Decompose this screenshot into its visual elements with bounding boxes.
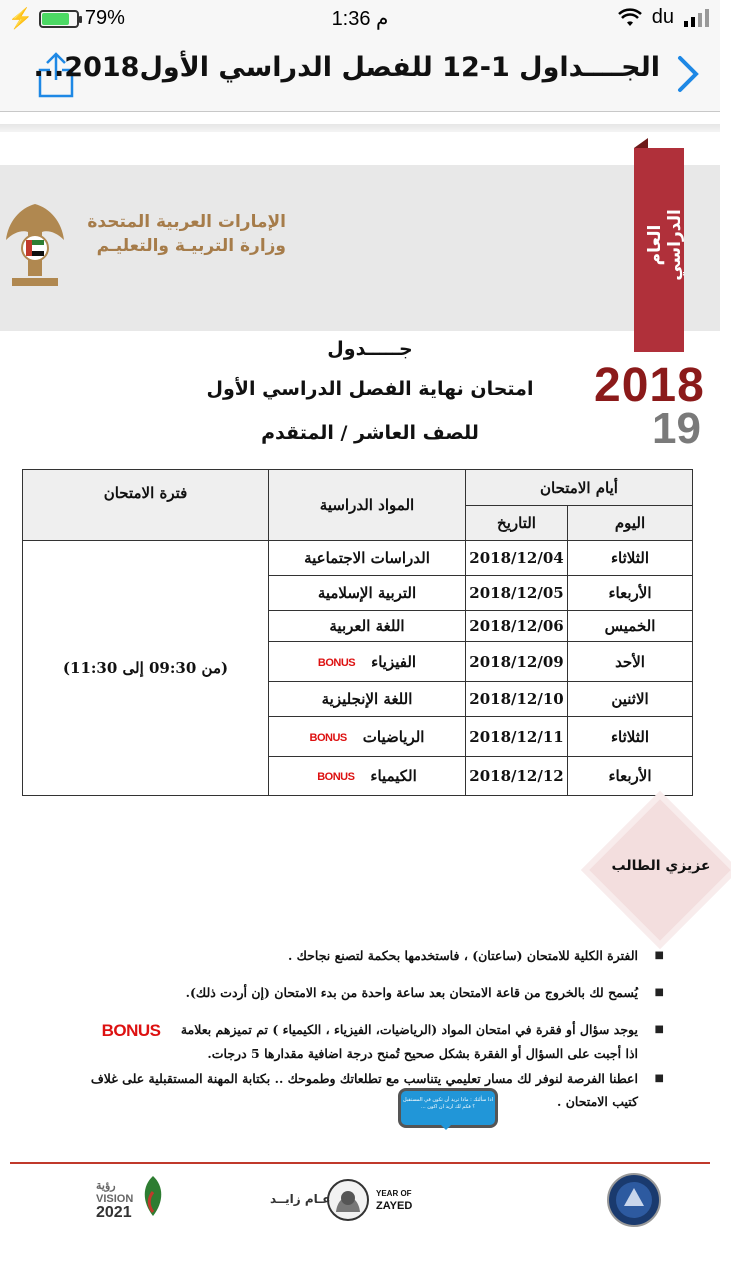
vision-leaf-icon	[138, 1172, 168, 1228]
navigation-bar	[0, 36, 720, 112]
row-subject-cell	[269, 642, 466, 682]
row-subject-cell	[269, 757, 466, 796]
list-item	[66, 944, 664, 967]
school-seal-icon	[606, 1172, 662, 1228]
row-subject: الكيمياء	[370, 767, 417, 785]
row-date: 2018/12/12	[466, 757, 568, 796]
bonus-badge: BONUS	[309, 731, 347, 744]
row-subject: اللغة الإنجليزية	[269, 682, 466, 717]
row-day: الأربعاء	[568, 757, 693, 796]
year-sub: 19	[652, 404, 701, 453]
row-day: الثلاثاء	[568, 717, 693, 757]
bonus-badge: BONUS	[101, 1021, 161, 1040]
note-text: اعطنا الفرصة لنوفر لك مسار تعليمي يتناسب مع تطلعاتك وطموحك .. بكتابة المهنة المستقبلية على غلاف كتيب الامتحان .	[90, 1071, 638, 1109]
charging-icon: ⚡	[8, 8, 33, 30]
row-day: الأحد	[568, 642, 693, 682]
status-bar	[0, 0, 720, 36]
speech-bubble	[398, 1088, 498, 1128]
footer-divider	[10, 1162, 710, 1164]
row-date: 2018/12/09	[466, 642, 568, 682]
page-shadow	[0, 124, 720, 132]
note-text: يُسمح لك بالخروج من قاعة الامتحان بعد ساعة واحدة من بدء الامتحان (إن أردت ذلك).	[185, 985, 638, 1000]
wifi-icon	[618, 9, 642, 27]
row-date: 2018/12/04	[466, 541, 568, 576]
row-day: الخميس	[568, 611, 693, 642]
exam-schedule-table	[22, 469, 693, 796]
subject-header: المواد الدراسية	[269, 470, 466, 541]
uae-emblem-icon	[0, 196, 70, 290]
clock: 1:36 م	[331, 8, 389, 30]
row-subject: التربية الإسلامية	[269, 576, 466, 611]
zayed-portrait-icon	[326, 1172, 370, 1228]
date-header: التاريخ	[466, 506, 568, 541]
bonus-badge: BONUS	[317, 656, 356, 669]
year-of-zayed-logo	[376, 1188, 412, 1212]
title-line-2: امتحان نهاية الفصل الدراسي الأول	[206, 378, 534, 400]
table-row	[23, 541, 693, 576]
list-item	[66, 1067, 664, 1113]
note-text: يوجد سؤال أو فقرة في امتحان المواد (الرياضيات، الفيزياء ، الكيمياء ) تم تميزهم بعلامة	[180, 1022, 638, 1037]
ribbon-label: العام الدراسي	[645, 209, 685, 281]
row-subject: اللغة العربية	[269, 611, 466, 642]
chevron-right-icon[interactable]	[672, 54, 702, 94]
year-main: 2018	[594, 359, 705, 412]
row-day: الاثنين	[568, 682, 693, 717]
zayed-arabic: عـام زايــد	[270, 1192, 331, 1206]
title-line-3: للصف العاشر / المتقدم	[261, 422, 479, 444]
title-line-1: جـــــدول	[327, 338, 413, 360]
bonus-badge: BONUS	[317, 771, 355, 783]
ministry-name	[86, 212, 286, 256]
list-item	[66, 1018, 664, 1065]
row-subject: الدراسات الاجتماعية	[269, 541, 466, 576]
day-header: اليوم	[568, 506, 693, 541]
days-group-header: أيام الامتحان	[466, 470, 693, 506]
exam-period: (من 09:30 إلى 11:30)	[62, 659, 229, 677]
row-day: الأربعاء	[568, 576, 693, 611]
vision-year: 2021	[96, 1204, 132, 1221]
period-header: فترة الامتحان	[23, 470, 269, 541]
list-item	[66, 981, 664, 1004]
exam-period-cell	[23, 541, 269, 796]
speech-bubble-text: اذا سألتك : ماذا تريد أن تكون في المستقبل ؟ فكم لك اريد ان اكون ...	[403, 1097, 493, 1110]
row-date: 2018/12/10	[466, 682, 568, 717]
row-date: 2018/12/05	[466, 576, 568, 611]
row-subject-cell	[269, 717, 466, 757]
row-day: الثلاثاء	[568, 541, 693, 576]
zayed-year-of: YEAR OF	[376, 1189, 412, 1198]
row-date: 2018/12/06	[466, 611, 568, 642]
zayed-name: ZAYED	[376, 1200, 413, 1212]
ministry-line-2: وزارة التربيـة والتعليـم	[96, 236, 286, 256]
student-heading: عزيزي الطالب	[611, 858, 711, 874]
note-text: الفترة الكلية للامتحان (ساعتان) ، فاستخدمها بحكمة لتصنع نجاحك .	[287, 948, 638, 963]
ministry-line-1: الإمارات العربية المتحدة	[87, 212, 286, 232]
note-text: اذا أجبت على السؤال أو الفقرة بشكل صحيح تُمنح درجة اضافية مقدارها 5 درجات.	[207, 1046, 638, 1061]
row-date: 2018/12/11	[466, 717, 568, 757]
row-subject: الرياضيات	[362, 727, 425, 746]
document-title: الجــــداول 1-12 للفصل الدراسي الأول2018...	[33, 52, 660, 83]
signal-icon	[684, 9, 710, 27]
vision-en: VISION	[96, 1193, 134, 1205]
vision-2021-logo	[96, 1180, 133, 1219]
student-notes-list	[66, 944, 664, 1127]
row-subject: الفيزياء	[371, 652, 417, 671]
battery-percent: 79%	[84, 7, 125, 29]
carrier-name: du	[651, 6, 674, 28]
vision-ar: رؤية	[96, 1180, 116, 1192]
